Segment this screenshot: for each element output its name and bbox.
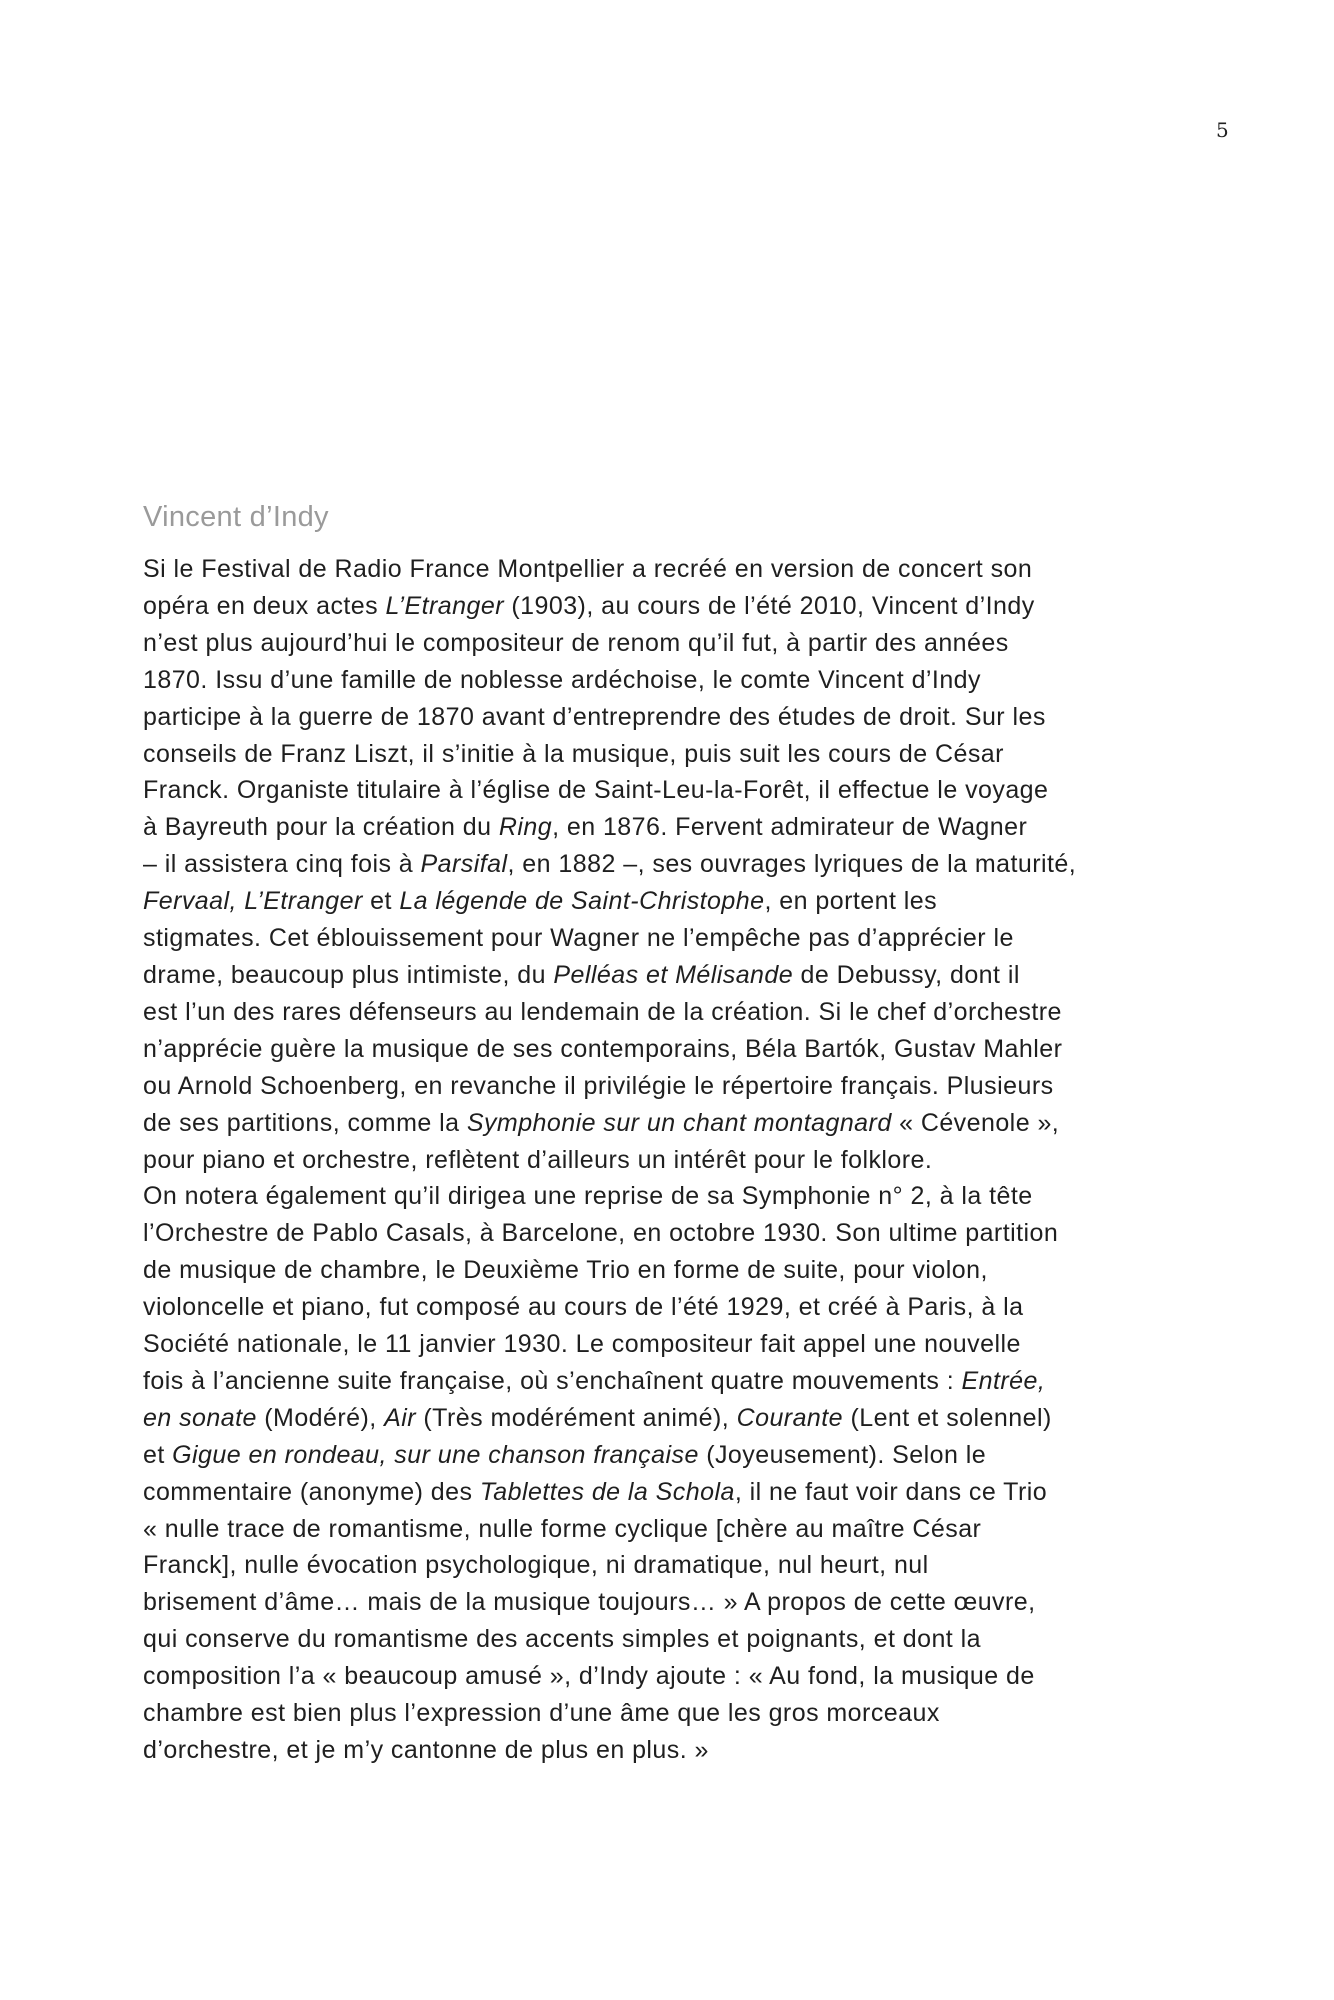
text-segment: à Bayreuth pour la création du: [143, 813, 499, 842]
page-number: 5: [1216, 118, 1229, 142]
text-segment: (1903), au cours de l’été 2010, Vincent d’Indy: [503, 591, 1035, 620]
text-line: [143, 662, 1203, 699]
text-segment: brisement d’âme… mais de la musique toujours… » A propos de cette œuvre,: [143, 1588, 1036, 1617]
text-segment: , en 1882 –, ses ouvrages lyriques de la maturité,: [507, 850, 1077, 879]
text-line: [143, 846, 1203, 883]
text-line: [143, 1621, 1203, 1658]
text-line: [143, 1437, 1203, 1474]
text-segment: On notera également qu’il dirigea une reprise de sa Symphonie n° 2, à la tête: [143, 1182, 1033, 1211]
text-line: [143, 1252, 1203, 1289]
text-segment: violoncelle et piano, fut composé au cours de l’été 1929, et créé à Paris, à la: [143, 1293, 1024, 1322]
text-line: [143, 699, 1203, 736]
italic-title: Parsifal: [420, 850, 508, 879]
text-segment: Franck. Organiste titulaire à l’église de Saint-Leu-la-Forêt, il effectue le voyage: [143, 776, 1049, 805]
text-line: [143, 883, 1203, 920]
text-segment: 1870. Issu d’une famille de noblesse ardéchoise, le comte Vincent d’Indy: [143, 665, 981, 694]
text-line: [143, 1658, 1203, 1695]
text-line: [143, 1363, 1203, 1400]
italic-title: Entrée,: [961, 1366, 1046, 1395]
text-line: [143, 1547, 1203, 1584]
article-title: Vincent d’Indy: [143, 501, 329, 533]
text-line: [143, 1142, 1203, 1179]
text-segment: , en portent les: [764, 887, 938, 916]
italic-title: en sonate: [143, 1403, 257, 1432]
article: [143, 497, 1203, 1769]
text-segment: et: [143, 1440, 173, 1469]
text-segment: , il ne faut voir dans ce Trio: [734, 1477, 1048, 1506]
text-segment: chambre est bien plus l’expression d’une âme que les gros morceaux: [143, 1699, 940, 1728]
text-segment: qui conserve du romantisme des accents simples et poignants, et dont la: [143, 1625, 981, 1654]
text-segment: de Debussy, dont il: [793, 960, 1020, 989]
text-line: [143, 1511, 1203, 1548]
text-segment: Franck], nulle évocation psychologique, ni dramatique, nul heurt, nul: [143, 1551, 929, 1580]
text-segment: (Joyeusement). Selon le: [698, 1440, 987, 1469]
article-body: [143, 551, 1203, 1769]
text-line: [143, 588, 1203, 625]
text-segment: et: [362, 887, 400, 916]
italic-title: Courante: [736, 1403, 844, 1432]
italic-title: Fervaal, L’Etranger: [143, 887, 363, 916]
text-segment: ou Arnold Schoenberg, en revanche il privilégie le répertoire français. Plusieurs: [143, 1071, 1054, 1100]
text-segment: n’apprécie guère la musique de ses contemporains, Béla Bartók, Gustav Mahler: [143, 1034, 1063, 1063]
italic-title: Air: [384, 1403, 416, 1432]
text-line: [143, 1068, 1203, 1105]
text-segment: opéra en deux actes: [143, 591, 386, 620]
text-segment: conseils de Franz Liszt, il s’initie à la musique, puis suit les cours de César: [143, 739, 1004, 768]
text-segment: d’orchestre, et je m’y cantonne de plus en plus. »: [143, 1736, 709, 1764]
text-line: [143, 1178, 1203, 1215]
text-segment: fois à l’ancienne suite française, où s’enchaînent quatre mouvements :: [143, 1366, 962, 1395]
text-segment: participe à la guerre de 1870 avant d’entreprendre des études de droit. Sur les: [143, 702, 1046, 731]
italic-title: L’Etranger: [385, 591, 504, 620]
text-segment: de ses partitions, comme la: [143, 1108, 467, 1137]
text-line: [143, 1400, 1203, 1437]
text-segment: , en 1876. Fervent admirateur de Wagner: [552, 813, 1028, 842]
text-line: [143, 1105, 1203, 1142]
text-line: [143, 1695, 1203, 1732]
text-line: [143, 1215, 1203, 1252]
text-line: [143, 1031, 1203, 1068]
text-line: [143, 551, 1203, 588]
text-segment: commentaire (anonyme) des: [143, 1477, 480, 1506]
italic-title: Pelléas et Mélisande: [553, 960, 794, 989]
text-segment: Société nationale, le 11 janvier 1930. Le compositeur fait appel une nouvelle: [143, 1330, 1021, 1359]
text-line: [143, 1474, 1203, 1511]
text-line: [143, 772, 1203, 809]
text-segment: (Lent et solennel): [843, 1403, 1052, 1432]
text-line: [143, 736, 1203, 773]
text-line: [143, 957, 1203, 994]
text-segment: stigmates. Cet éblouissement pour Wagner ne l’empêche pas d’apprécier le: [143, 924, 1014, 953]
text-segment: est l’un des rares défenseurs au lendemain de la création. Si le chef d’orchestre: [143, 997, 1062, 1026]
text-segment: n’est plus aujourd’hui le compositeur de renom qu’il fut, à partir des années: [143, 628, 1009, 657]
text-line: [143, 809, 1203, 846]
italic-title: Ring: [498, 813, 553, 842]
text-line: [143, 994, 1203, 1031]
text-segment: composition l’a « beaucoup amusé », d’Indy ajoute : « Au fond, la musique de: [143, 1662, 1035, 1691]
text-segment: – il assistera cinq fois à: [143, 850, 421, 879]
italic-title: Tablettes de la Schola: [479, 1477, 735, 1506]
text-segment: « Cévenole »,: [891, 1108, 1060, 1137]
italic-title: Gigue en rondeau, sur une chanson française: [172, 1440, 699, 1469]
text-segment: l’Orchestre de Pablo Casals, à Barcelone, en octobre 1930. Son ultime partition: [143, 1219, 1059, 1248]
italic-title: Symphonie sur un chant montagnard: [466, 1108, 892, 1137]
text-line: [143, 1584, 1203, 1621]
text-line: [143, 920, 1203, 957]
text-line: [143, 1326, 1203, 1363]
text-segment: de musique de chambre, le Deuxième Trio en forme de suite, pour violon,: [143, 1256, 988, 1285]
text-segment: (Modéré),: [256, 1403, 385, 1432]
text-segment: Si le Festival de Radio France Montpellier a recréé en version de concert son: [143, 555, 1033, 583]
text-segment: « nulle trace de romantisme, nulle forme cyclique [chère au maître César: [143, 1514, 982, 1543]
text-segment: pour piano et orchestre, reflètent d’ailleurs un intérêt pour le folklore.: [143, 1145, 933, 1174]
text-segment: (Très modérément animé),: [416, 1403, 737, 1432]
text-line: [143, 1732, 1203, 1769]
italic-title: La légende de Saint-Christophe: [399, 887, 765, 916]
text-segment: drame, beaucoup plus intimiste, du: [143, 960, 554, 989]
text-line: [143, 625, 1203, 662]
text-line: [143, 1289, 1203, 1326]
